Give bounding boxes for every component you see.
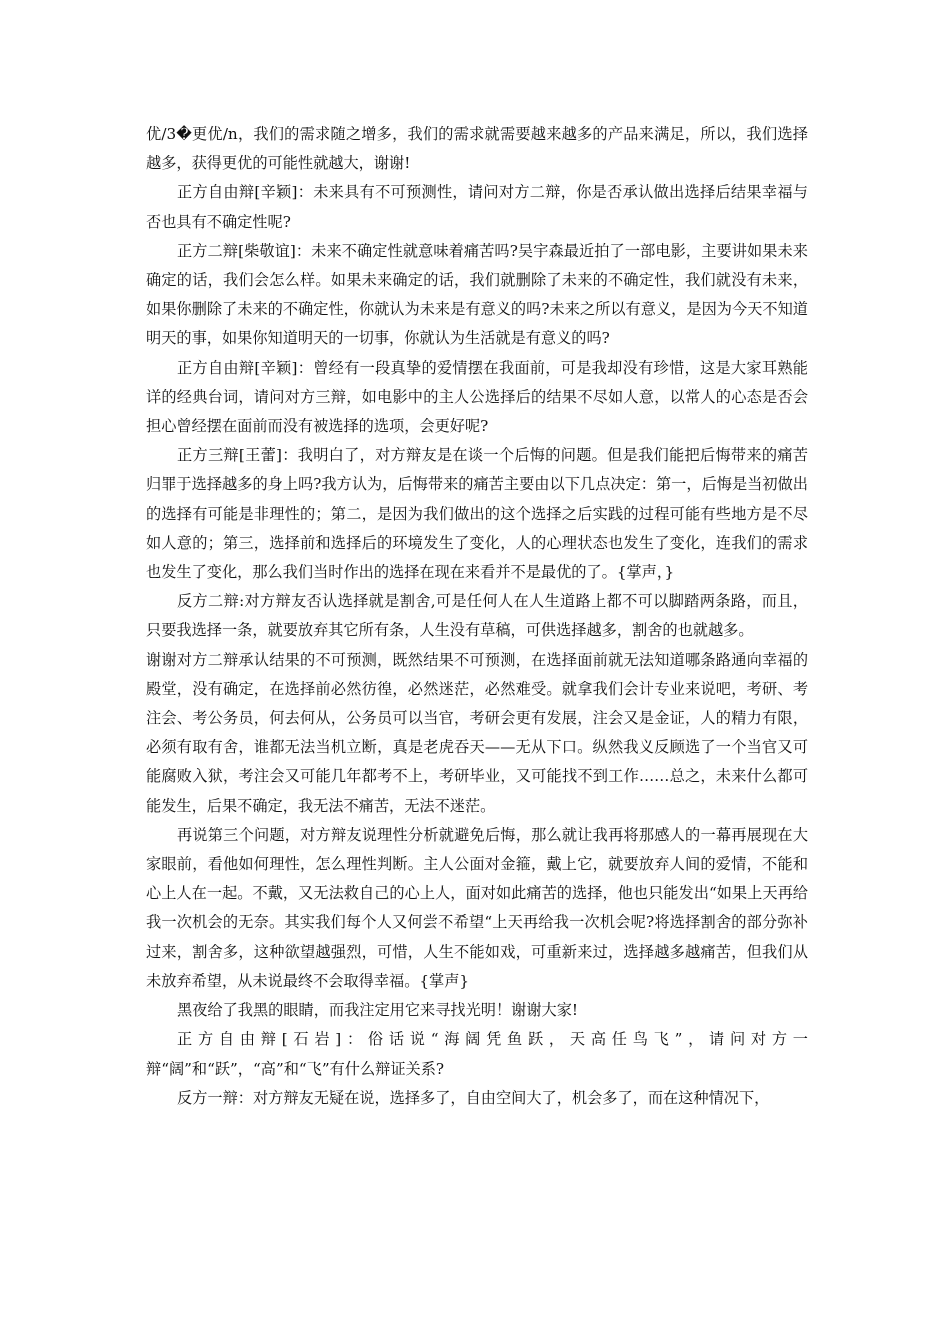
paragraph-6: 反方二辩:对方辩友否认选择就是割舍,可是任何人在人生道路上都不可以脚踏两条路，而且，只要我选择一条，就要放弃其它所有条，人生没有草稿，可供选择越多，割舍的也就越多。 — [146, 592, 808, 640]
paragraph-8: 再说第三个问题，对方辩友说理性分析就避免后悔，那么就让我再将那感人的一幕再展现在大家眼前，看他如何理性，怎么理性判断。主人公面对金箍，戴上它，就要放弃人间的爱情，不能和心上人在一起。不戴，又无法救自己的心上人，面对如此痛苦的选择，他也只能发出“如果上天再给我一次机会的无奈。其实我们每个人又何尝不希望“上天再给我一次机会呢?将选择割舍的部分弥补过来，割舍多，这种欲望越强烈，可惜，人生不能如戏，可重新来过，选择越多越痛苦，但我们从未放弃希望，从未说最终不会取得幸福。{掌声} — [146, 825, 808, 990]
document-body — [146, 120, 808, 1113]
paragraph-7: 谢谢对方二辩承认结果的不可预测，既然结果不可预测，在选择面前就无法知道哪条路通向幸福的殿堂，没有确定，在选择前必然彷徨，必然迷茫，必然难受。就拿我们会计专业来说吧，考研、考注会、考公务员，何去何从，公务员可以当官，考研会更有发展，注会又是金证，人的精力有限，必须有取有舍，谁都无法当机立断，真是老虎吞天——无从下口。纵然我义反顾选了一个当官又可能腐败入狱，考注会又可能几年都考不上，考研毕业，又可能找不到工作……总之，未来什么都可能发生，后果不确定，我无法不痛苦，无法不迷茫。 — [146, 650, 808, 815]
paragraph-9: 黑夜给了我黑的眼睛，而我注定用它来寻找光明！谢谢大家! — [177, 1001, 578, 1020]
paragraph-10: 正方自由辩[石岩]：俗话说“海阔凭鱼跃，天高任鸟飞”，请问对方一辩“阔”和“跃”，“高”和“飞”有什么辩证关系? — [146, 1030, 808, 1078]
paragraph-1: 优/3�更优/n，我们的需求随之增多，我们的需求就需要越来越多的产品来满足，所以，我们选择越多，获得更优的可能性就越大，谢谢! — [146, 125, 808, 173]
paragraph-5: 正方三辩[王蕾]：我明白了，对方辩友是在谈一个后悔的问题。但是我们能把后悔带来的痛苦归罪于选择越多的身上吗?我方认为，后悔带来的痛苦主要由以下几点决定：第一，后悔是当初做出的选择有可能是非理性的；第二，是因为我们做出的这个选择之后实践的过程可能有些地方是不尽如人意的；第三，选择前和选择后的环境发生了变化，人的心理状态也发生了变化，连我们的需求也发生了变化，那么我们当时作出的选择在现在来看并不是最优的了。{掌声，} — [146, 446, 808, 582]
paragraph-4: 正方自由辩[辛颖]：曾经有一段真挚的爱情摆在我面前，可是我却没有珍惜，这是大家耳熟能详的经典台词，请问对方三辩，如电影中的主人公选择后的结果不尽如人意，以常人的心态是否会担心曾经摆在面前而没有被选择的选项，会更好呢? — [146, 358, 808, 436]
paragraph-3: 正方二辩[柴敬谊]：未来不确定性就意味着痛苦吗?吴宇森最近拍了一部电影，主要讲如果未来确定的话，我们会怎么样。如果未来确定的话，我们就删除了未来的不确定性，我们就没有未来，如果你删除了未来的不确定性，你就认为未来是有意义的吗?未来之所以有意义，是因为今天不知道明天的事，如果你知道明天的一切事，你就认为生活就是有意义的吗? — [146, 241, 808, 348]
paragraph-11: 反方一辩：对方辩友无疑在说，选择多了，自由空间大了，机会多了，而在这种情况下， — [177, 1088, 770, 1107]
paragraph-2: 正方自由辩[辛颖]：未来具有不可预测性，请问对方二辩，你是否承认做出选择后结果幸福与否也具有不确定性呢? — [146, 183, 808, 231]
